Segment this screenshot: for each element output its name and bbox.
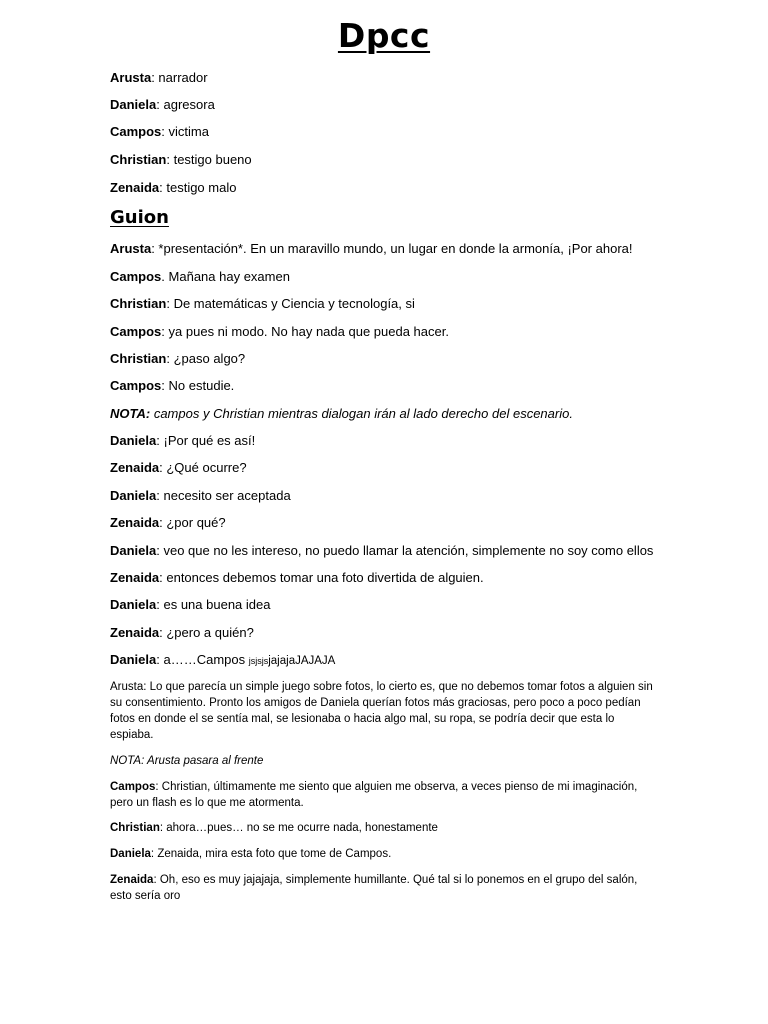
separator: : [156,543,164,558]
dialogue-text: entonces debemos tomar una foto divertida de alguien. [166,570,484,585]
dialogue-line [110,351,670,367]
separator: : [156,652,164,667]
separator: : [161,324,169,339]
separator: : [166,351,174,366]
dialogue-line [110,625,670,641]
dialogue-text: ¿por qué? [166,515,226,530]
stage-note [110,406,670,422]
dialogue-line [110,241,670,257]
separator: : [150,848,158,860]
character-name: Zenaida [110,180,160,195]
character-name: Daniela [110,97,157,112]
separator: : [166,152,174,167]
dialogue-text: ¡Por qué es así! [163,433,256,448]
speaker: Zenaida [110,570,160,585]
dialogue-text: Zenaida, mira esta foto que tome de Campos. [157,848,392,860]
cast-item [110,152,670,168]
dialogue-line [110,652,670,669]
separator: . [161,269,169,284]
speaker: Daniela [110,652,157,667]
dialogue-text: a……Campos [163,652,249,667]
dialogue-line [110,460,670,476]
laughter: jajajaJAJAJA [268,655,336,667]
speaker: Christian [110,351,167,366]
speaker: Daniela [110,848,151,860]
dialogue-line [110,515,670,531]
dialogue-text: No estudie. [168,378,235,393]
character-name: Arusta [110,70,152,85]
character-name: Campos [110,124,162,139]
character-role: victima [168,124,209,139]
speaker: Daniela [110,488,157,503]
dialogue-line [110,378,670,394]
separator: : [161,378,169,393]
speaker: Christian [110,822,160,834]
dialogue-text: es una buena idea [163,597,271,612]
dialogue-text: Christian, últimamente me siento que alguien me observa, a veces pienso de mi imaginación, pero un flash es lo que me atormenta. [110,781,638,809]
laughter-small: jsjsjs [248,656,269,666]
dialogue-text: *presentación*. En un maravillo mundo, un lugar en donde la armonía, ¡Por ahora! [158,241,633,256]
cast-item [110,70,670,86]
dialogue-text: ya pues ni modo. No hay nada que pueda hacer. [168,324,449,339]
separator: : [155,781,162,793]
speaker: Zenaida [110,625,160,640]
dialogue-text: ¿Qué ocurre? [166,460,247,475]
dialogue-line [110,846,655,862]
dialogue-text: Oh, eso es muy jajajaja, simplemente humillante. Qué tal si lo ponemos en el grupo del salón, esto sería oro [110,874,638,902]
separator: : [159,570,167,585]
speaker: Daniela [110,543,157,558]
separator: : [159,515,167,530]
narration-paragraph: Arusta: Lo que parecía un simple juego sobre fotos, lo cierto es, que no debemos tomar fotos a alguien sin su consentimiento. Pronto los amigos de Daniela querían fotos más graciosas, pero poco a poco pedían fotos en donde el se sentía mal, se lesionaba o hacia algo mal, su ropa, se podría decir que esta lo espiaba. [110,681,653,741]
speaker: Campos [110,781,156,793]
script-heading: Guion [110,207,169,228]
separator: : [159,180,167,195]
character-role: testigo malo [166,180,237,195]
speaker: Christian [110,296,167,311]
dialogue-text: necesito ser aceptada [163,488,291,503]
separator: : [159,625,167,640]
dialogue-line [110,296,670,312]
separator: : [166,296,174,311]
speaker: Daniela [110,433,157,448]
dialogue-text: De matemáticas y Ciencia y tecnología, si [173,296,415,311]
separator: : [151,70,159,85]
character-role: agresora [163,97,215,112]
dialogue-line [110,820,655,836]
speaker: Zenaida [110,874,154,886]
character-name: Christian [110,152,167,167]
dialogue-line [110,488,670,504]
separator: : [156,597,164,612]
dialogue-line [110,872,655,904]
speaker: Zenaida [110,515,160,530]
dialogue-text: ahora…pues… no se me ocurre nada, honestamente [166,822,438,834]
dialogue-line [110,543,670,559]
dialogue-text: ¿paso algo? [173,351,246,366]
dialogue-line [110,433,670,449]
character-role: narrador [158,70,208,85]
dialogue-line [110,597,670,613]
dialogue-line [110,779,655,811]
separator: : [153,874,160,886]
speaker: Zenaida [110,460,160,475]
separator: : [156,433,164,448]
speaker: Arusta [110,241,152,256]
dialogue-line [110,324,670,340]
stage-note: NOTA: Arusta pasara al frente [110,755,264,767]
separator: : [159,822,167,834]
note-text: campos y Christian mientras dialogan irán al lado derecho del escenario. [153,406,573,421]
separator: : [156,97,164,112]
dialogue-line [110,570,670,586]
separator: : [161,124,169,139]
cast-item [110,180,670,196]
speaker: Campos [110,324,162,339]
cast-item [110,97,670,113]
separator: : [156,488,164,503]
dialogue-text: Mañana hay examen [168,269,290,284]
speaker: Campos [110,269,162,284]
dialogue-text: veo que no les intereso, no puedo llamar la atención, simplemente no soy como ellos [163,543,654,558]
document-title: Dpcc [337,16,431,55]
note-label: NOTA: [110,406,151,421]
character-role: testigo bueno [173,152,252,167]
dialogue-text: ¿pero a quién? [166,625,254,640]
dialogue-line [110,269,670,285]
speaker: Campos [110,378,162,393]
cast-item [110,124,670,140]
separator: : [159,460,167,475]
separator: : [151,241,159,256]
speaker: Daniela [110,597,157,612]
